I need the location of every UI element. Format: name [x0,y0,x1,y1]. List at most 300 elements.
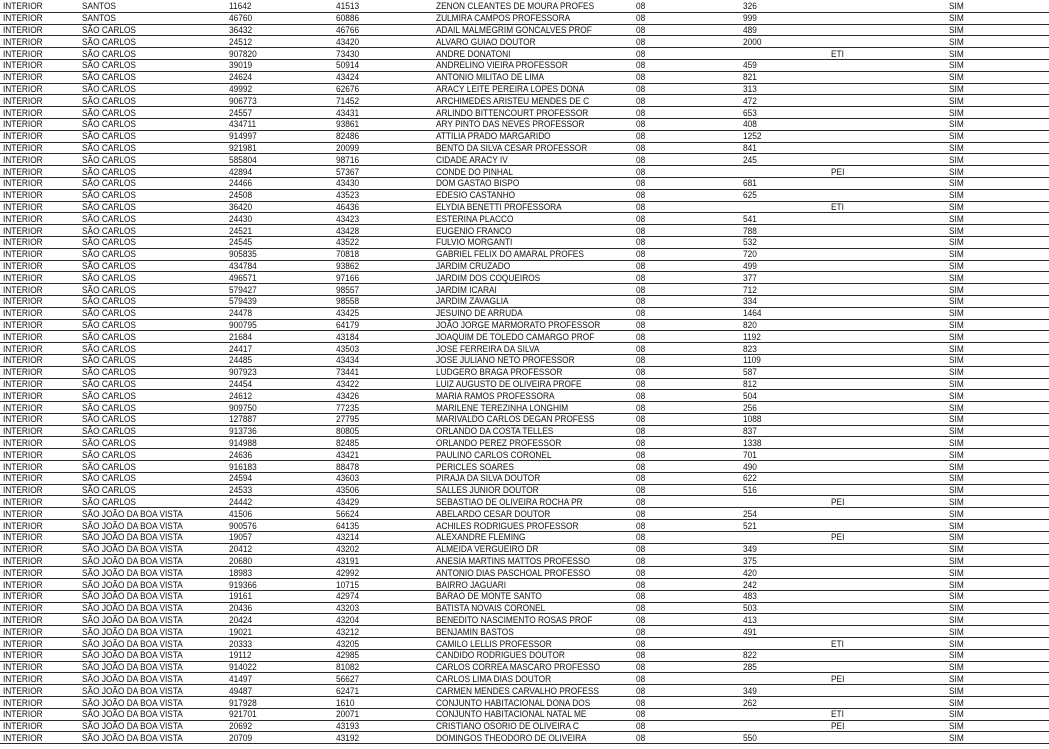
code-cell: 49487 [226,684,333,696]
table-row [0,732,1049,744]
flag-cell: SIM [946,354,1049,366]
flag-cell: SIM [946,283,1049,295]
table-row [0,236,1049,248]
region-cell: INTERIOR [0,519,79,531]
region-cell: INTERIOR [0,625,79,637]
city-cell: SÃO CARLOS [79,24,226,36]
school-name-cell: BENEDITO NASCIMENTO ROSAS PROF [433,614,633,626]
unit-code-cell: 50914 [333,59,433,71]
count-cell: 550 [740,732,828,744]
school-name-cell: ANDRE DONATONI [433,47,633,59]
table-row [0,673,1049,685]
unit-code-cell: 43522 [333,236,433,248]
count-cell: 256 [740,401,828,413]
table-row [0,638,1049,650]
school-name-cell: EUGENIO FRANCO [433,224,633,236]
city-cell: SÃO CARLOS [79,95,226,107]
grade-cell: 08 [633,165,740,177]
code-cell: 20680 [226,555,333,567]
code-cell: 36432 [226,24,333,36]
count-cell: 245 [740,154,828,166]
city-cell: SÃO CARLOS [79,437,226,449]
region-cell: INTERIOR [0,106,79,118]
city-cell: SÃO JOÃO DA BOA VISTA [79,732,226,744]
count-cell: 459 [740,59,828,71]
code-cell: 919366 [226,578,333,590]
region-cell: INTERIOR [0,331,79,343]
unit-code-cell: 43192 [333,732,433,744]
table-row [0,520,1049,532]
program-cell [828,331,946,343]
table-row [0,36,1049,48]
unit-code-cell: 20071 [333,708,433,720]
code-cell: 434711 [226,118,333,130]
program-cell [828,366,946,378]
city-cell: SÃO CARLOS [79,496,226,508]
program-cell [828,437,946,449]
school-name-cell: JARDIM ZAVAGLIA [433,295,633,307]
table-row [0,649,1049,661]
code-cell: 24512 [226,36,333,48]
program-cell: ETI [828,201,946,213]
city-cell: SÃO JOÃO DA BOA VISTA [79,602,226,614]
table-row [0,24,1049,36]
flag-cell: SIM [946,637,1049,649]
unit-code-cell: 43212 [333,625,433,637]
code-cell: 585804 [226,154,333,166]
table-row [0,543,1049,555]
city-cell: SÃO CARLOS [79,448,226,460]
code-cell: 24478 [226,307,333,319]
city-cell: SÃO CARLOS [79,472,226,484]
region-cell: INTERIOR [0,543,79,555]
program-cell [828,307,946,319]
table-row [0,142,1049,154]
code-cell: 914988 [226,437,333,449]
city-cell: SÃO JOÃO DA BOA VISTA [79,673,226,685]
code-cell: 24533 [226,484,333,496]
city-cell: SÃO CARLOS [79,177,226,189]
table-row [0,319,1049,331]
region-cell: INTERIOR [0,36,79,48]
program-cell [828,590,946,602]
program-cell: ETI [828,47,946,59]
unit-code-cell: 73430 [333,47,433,59]
flag-cell: SIM [946,213,1049,225]
grade-cell: 08 [633,24,740,36]
unit-code-cell: 60886 [333,12,433,24]
table-row [0,590,1049,602]
region-cell: INTERIOR [0,189,79,201]
school-name-cell: CARMEN MENDES CARVALHO PROFESS [433,684,633,696]
grade-cell: 08 [633,566,740,578]
school-name-cell: JOSE JULIANO NETO PROFESSOR [433,354,633,366]
code-cell: 579427 [226,283,333,295]
city-cell: SÃO CARLOS [79,130,226,142]
count-cell: 1088 [740,413,828,425]
table-row [0,260,1049,272]
city-cell: SÃO JOÃO DA BOA VISTA [79,696,226,708]
flag-cell: SIM [946,401,1049,413]
code-cell: 434784 [226,260,333,272]
school-name-cell: GABRIEL FELIX DO AMARAL PROFES [433,248,633,260]
program-cell: ETI [828,708,946,720]
table-row [0,496,1049,508]
school-name-cell: MARIVALDO CARLOS DEGAN PROFESS [433,413,633,425]
code-cell: 19057 [226,531,333,543]
code-cell: 579439 [226,295,333,307]
region-cell: INTERIOR [0,684,79,696]
table-row [0,213,1049,225]
flag-cell: SIM [946,425,1049,437]
table-row [0,331,1049,343]
grade-cell: 08 [633,95,740,107]
grade-cell: 08 [633,213,740,225]
grade-cell: 08 [633,590,740,602]
code-cell: 20424 [226,614,333,626]
flag-cell: SIM [946,543,1049,555]
grade-cell: 08 [633,47,740,59]
program-cell [828,248,946,260]
table-row [0,390,1049,402]
program-cell [828,272,946,284]
grade-cell: 08 [633,507,740,519]
flag-cell: SIM [946,590,1049,602]
unit-code-cell: 93861 [333,118,433,130]
region-cell: INTERIOR [0,213,79,225]
school-name-cell: ARLINDO BITTENCOURT PROFESSOR [433,106,633,118]
grade-cell: 08 [633,118,740,130]
flag-cell: SIM [946,708,1049,720]
count-cell: 503 [740,602,828,614]
count-cell: 377 [740,272,828,284]
city-cell: SÃO CARLOS [79,224,226,236]
city-cell: SÃO CARLOS [79,331,226,343]
unit-code-cell: 43193 [333,720,433,732]
city-cell: SÃO CARLOS [79,484,226,496]
unit-code-cell: 80805 [333,425,433,437]
city-cell: SÃO JOÃO DA BOA VISTA [79,566,226,578]
table-row [0,177,1049,189]
city-cell: SÃO CARLOS [79,165,226,177]
count-cell: 625 [740,189,828,201]
unit-code-cell: 42985 [333,649,433,661]
region-cell: INTERIOR [0,366,79,378]
program-cell [828,236,946,248]
flag-cell: SIM [946,614,1049,626]
count-cell: 532 [740,236,828,248]
school-name-cell: DOM GASTAO BISPO [433,177,633,189]
table-row [0,166,1049,178]
school-name-cell: JOSE FERREIRA DA SILVA [433,342,633,354]
flag-cell: SIM [946,248,1049,260]
unit-code-cell: 43425 [333,307,433,319]
count-cell: 653 [740,106,828,118]
grade-cell: 08 [633,708,740,720]
grade-cell: 08 [633,106,740,118]
grade-cell: 08 [633,224,740,236]
school-name-cell: ARY PINTO DAS NEVES PROFESSOR [433,118,633,130]
unit-code-cell: 98558 [333,295,433,307]
region-cell: INTERIOR [0,614,79,626]
table-body [0,1,1049,744]
school-name-cell: EDESIO CASTANHO [433,189,633,201]
school-name-cell: ARACY LEITE PEREIRA LOPES DONA [433,83,633,95]
city-cell: SÃO CARLOS [79,83,226,95]
grade-cell: 08 [633,59,740,71]
count-cell [740,531,828,543]
flag-cell: SIM [946,59,1049,71]
region-cell: INTERIOR [0,295,79,307]
flag-cell: SIM [946,602,1049,614]
flag-cell: SIM [946,189,1049,201]
city-cell: SÃO CARLOS [79,319,226,331]
count-cell: 413 [740,614,828,626]
school-name-cell: ZULMIRA CAMPOS PROFESSORA [433,12,633,24]
school-list-table [0,1,1049,744]
program-cell [828,59,946,71]
region-cell: INTERIOR [0,555,79,567]
count-cell: 1109 [740,354,828,366]
city-cell: SÃO CARLOS [79,189,226,201]
school-name-cell: ORLANDO DA COSTA TELLES [433,425,633,437]
region-cell: INTERIOR [0,130,79,142]
table-row [0,413,1049,425]
grade-cell: 08 [633,720,740,732]
school-name-cell: CONJUNTO HABITACIONAL DONA DOS [433,696,633,708]
school-name-cell: CANDIDO RODRIGUES DOUTOR [433,649,633,661]
region-cell: INTERIOR [0,602,79,614]
count-cell: 483 [740,590,828,602]
unit-code-cell: 56624 [333,507,433,519]
flag-cell: SIM [946,673,1049,685]
code-cell: 24508 [226,189,333,201]
school-name-cell: BAIRRO JAGUARI [433,578,633,590]
school-name-cell: CARLOS CORREA MASCARO PROFESSO [433,661,633,673]
code-cell: 909750 [226,401,333,413]
region-cell: INTERIOR [0,12,79,24]
unit-code-cell: 73441 [333,366,433,378]
grade-cell: 08 [633,189,740,201]
code-cell: 907820 [226,47,333,59]
city-cell: SÃO JOÃO DA BOA VISTA [79,555,226,567]
code-cell: 20436 [226,602,333,614]
unit-code-cell: 71452 [333,95,433,107]
school-name-cell: ACHILES RODRIGUES PROFESSOR [433,519,633,531]
unit-code-cell: 43603 [333,472,433,484]
grade-cell: 08 [633,602,740,614]
city-cell: SÃO CARLOS [79,378,226,390]
table-row [0,602,1049,614]
program-cell [828,83,946,95]
unit-code-cell: 43421 [333,448,433,460]
unit-code-cell: 43202 [333,543,433,555]
code-cell: 914022 [226,661,333,673]
region-cell: INTERIOR [0,732,79,744]
flag-cell: SIM [946,696,1049,708]
city-cell: SÃO JOÃO DA BOA VISTA [79,578,226,590]
count-cell: 408 [740,118,828,130]
school-name-cell: LUDGERO BRAGA PROFESSOR [433,366,633,378]
table-row [0,708,1049,720]
region-cell: INTERIOR [0,378,79,390]
program-cell [828,602,946,614]
region-cell: INTERIOR [0,637,79,649]
city-cell: SÃO CARLOS [79,248,226,260]
code-cell: 24624 [226,71,333,83]
grade-cell: 08 [633,342,740,354]
count-cell: 375 [740,555,828,567]
program-cell [828,142,946,154]
unit-code-cell: 82486 [333,130,433,142]
city-cell: SÃO CARLOS [79,201,226,213]
table-row [0,579,1049,591]
code-cell: 41506 [226,507,333,519]
table-row [0,248,1049,260]
program-cell [828,36,946,48]
unit-code-cell: 43429 [333,496,433,508]
code-cell: 907923 [226,366,333,378]
code-cell: 19112 [226,649,333,661]
school-name-cell: ANDRELINO VIEIRA PROFESSOR [433,59,633,71]
table-row [0,201,1049,213]
unit-code-cell: 10715 [333,578,433,590]
region-cell: INTERIOR [0,59,79,71]
flag-cell: SIM [946,472,1049,484]
city-cell: SÃO CARLOS [79,401,226,413]
program-cell [828,390,946,402]
unit-code-cell: 77235 [333,401,433,413]
grade-cell: 08 [633,425,740,437]
table-row [0,225,1049,237]
code-cell: 24521 [226,224,333,236]
city-cell: SÃO CARLOS [79,71,226,83]
region-cell: INTERIOR [0,118,79,130]
code-cell: 24636 [226,448,333,460]
unit-code-cell: 43431 [333,106,433,118]
grade-cell: 08 [633,1,740,13]
school-name-cell: JARDIM CRUZADO [433,260,633,272]
grade-cell: 08 [633,248,740,260]
code-cell: 46760 [226,12,333,24]
region-cell: INTERIOR [0,448,79,460]
code-cell: 905835 [226,248,333,260]
region-cell: INTERIOR [0,272,79,284]
program-cell [828,684,946,696]
region-cell: INTERIOR [0,224,79,236]
unit-code-cell: 56627 [333,673,433,685]
flag-cell: SIM [946,531,1049,543]
region-cell: INTERIOR [0,661,79,673]
program-cell: PEI [828,720,946,732]
code-cell: 24557 [226,106,333,118]
grade-cell: 08 [633,354,740,366]
region-cell: INTERIOR [0,283,79,295]
count-cell [740,720,828,732]
table-row [0,272,1049,284]
table-row [0,614,1049,626]
unit-code-cell: 46766 [333,24,433,36]
count-cell: 712 [740,283,828,295]
region-cell: INTERIOR [0,260,79,272]
program-cell [828,614,946,626]
flag-cell: SIM [946,1,1049,13]
flag-cell: SIM [946,71,1049,83]
flag-cell: SIM [946,130,1049,142]
count-cell: 349 [740,543,828,555]
table-row [0,154,1049,166]
grade-cell: 08 [633,12,740,24]
count-cell: 313 [740,83,828,95]
count-cell: 837 [740,425,828,437]
code-cell: 41497 [226,673,333,685]
region-cell: INTERIOR [0,649,79,661]
city-cell: SÃO CARLOS [79,354,226,366]
school-name-cell: ATTILIA PRADO MARGARIDO [433,130,633,142]
unit-code-cell: 43428 [333,224,433,236]
city-cell: SÃO CARLOS [79,47,226,59]
flag-cell: SIM [946,566,1049,578]
count-cell: 822 [740,649,828,661]
count-cell: 472 [740,95,828,107]
city-cell: SÃO JOÃO DA BOA VISTA [79,661,226,673]
school-name-cell: ANTONIO DIAS PASCHOAL PROFESSO [433,566,633,578]
unit-code-cell: 20099 [333,142,433,154]
school-name-cell: DOMINGOS THEODORO DE OLIVEIRA [433,732,633,744]
unit-code-cell: 62676 [333,83,433,95]
school-name-cell: BENJAMIN BASTOS [433,625,633,637]
school-name-cell: ESTERINA PLACCO [433,213,633,225]
count-cell [740,673,828,685]
unit-code-cell: 43420 [333,36,433,48]
school-name-cell: BATISTA NOVAIS CORONEL [433,602,633,614]
count-cell [740,708,828,720]
flag-cell: SIM [946,732,1049,744]
city-cell: SÃO CARLOS [79,390,226,402]
grade-cell: 08 [633,519,740,531]
grade-cell: 08 [633,496,740,508]
grade-cell: 08 [633,295,740,307]
city-cell: SÃO JOÃO DA BOA VISTA [79,684,226,696]
region-cell: INTERIOR [0,578,79,590]
unit-code-cell: 43191 [333,555,433,567]
region-cell: INTERIOR [0,472,79,484]
program-cell: PEI [828,496,946,508]
grade-cell: 08 [633,484,740,496]
region-cell: INTERIOR [0,236,79,248]
flag-cell: SIM [946,390,1049,402]
school-name-cell: ORLANDO PEREZ PROFESSOR [433,437,633,449]
city-cell: SÃO CARLOS [79,260,226,272]
table-row [0,484,1049,496]
unit-code-cell: 88478 [333,460,433,472]
flag-cell: SIM [946,47,1049,59]
city-cell: SÃO CARLOS [79,142,226,154]
region-cell: INTERIOR [0,390,79,402]
flag-cell: SIM [946,272,1049,284]
school-name-cell: MARIA RAMOS PROFESSORA [433,390,633,402]
flag-cell: SIM [946,236,1049,248]
city-cell: SANTOS [79,12,226,24]
school-name-cell: ZENON CLEANTES DE MOURA PROFES [433,1,633,13]
city-cell: SÃO JOÃO DA BOA VISTA [79,720,226,732]
unit-code-cell: 43214 [333,531,433,543]
unit-code-cell: 42992 [333,566,433,578]
table-row [0,95,1049,107]
region-cell: INTERIOR [0,83,79,95]
program-cell: PEI [828,531,946,543]
school-name-cell: ABELARDO CESAR DOUTOR [433,507,633,519]
